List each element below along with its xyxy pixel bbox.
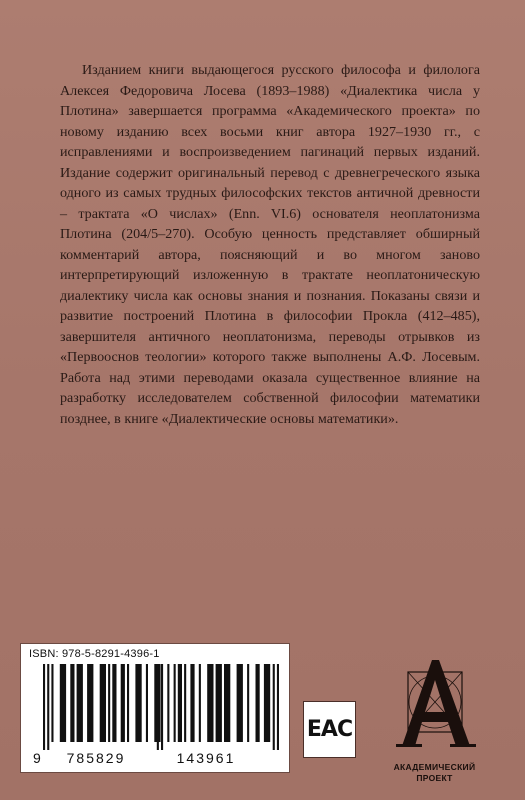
annotation-paragraph: Изданием книги выдающегося русского философа и филолога Алексея Федоровича Лосева (1893–1988) «Диалектика числа у Плотина» завершается программа «Академического проекта» по новому изданию всех восьми книг автора 1927–1930 гг., с исправлениями и воспроизведением пагинаций первых изданий. Издание содержит оригинальный перевод с древнегреческого языка одного из самых трудных философских текстов античной древности – трактата «О числах» (Enn. VI.6) основателя неоплатонизма Плотина (204/5–270). Особую ценность представляет обширный комментарий автора, поясняющий и во многом заново интерпретирующий изложенную в трактате неоплатоническую диалектику числа как основы знания и познания. Показаны связи и развитие построений Плотина в философии Прокла (412–485), завершителя античного неоплатонизма, переводы отрывков из «Первооснов теологии» которого также выполнены А.Ф. Лосевым. Работа над этими переводами оказала существенное влияние на разработку исследователем собственной философии математики позднее, в книге «Диалектические основы математики». — [60, 62, 480, 427]
barcode-bar — [100, 664, 106, 742]
barcode-bar — [237, 664, 243, 742]
barcode-bar — [264, 664, 270, 742]
barcode-bar — [207, 664, 213, 742]
barcode-bar — [77, 664, 83, 742]
barcode-image — [21, 662, 289, 770]
barcode-bar — [216, 664, 222, 742]
isbn-label: ISBN: 978-5-8291-4396-1 — [29, 648, 160, 660]
barcode-digits-left: 785829 — [66, 750, 126, 766]
barcode-digit-first: 9 — [33, 750, 41, 766]
barcode-bar — [157, 664, 159, 750]
annotation-text-block — [60, 60, 480, 429]
barcode-bar — [184, 664, 186, 742]
isbn-barcode — [20, 643, 290, 773]
barcode-bar — [273, 664, 275, 750]
eac-certification-mark — [303, 701, 356, 758]
barcode-bar — [47, 664, 49, 750]
barcode-bar — [112, 664, 116, 742]
barcode-bar — [178, 664, 182, 742]
barcode-bar — [247, 664, 249, 742]
barcode-bar — [161, 664, 163, 750]
publisher-logo — [372, 654, 497, 784]
barcode-bar — [199, 664, 201, 742]
barcode-bar — [256, 664, 260, 742]
eac-mark-text: EAC — [306, 717, 353, 742]
publisher-name-line1: АКАДЕМИЧЕСКИЙ — [393, 762, 476, 772]
publisher-emblem-icon — [372, 654, 497, 759]
barcode-bar — [127, 664, 129, 742]
barcode-bars — [43, 664, 279, 750]
barcode-bar — [167, 664, 169, 742]
barcode-bar — [87, 664, 93, 742]
barcode-bar — [51, 664, 53, 742]
barcode-bar — [135, 664, 141, 742]
barcode-bar — [277, 664, 279, 750]
barcode-digits-right: 143961 — [176, 750, 236, 766]
barcode-bar — [190, 664, 194, 742]
barcode-bar — [108, 664, 110, 742]
barcode-bar — [224, 664, 230, 742]
publisher-name-line2: ПРОЕКТ — [416, 773, 453, 783]
barcode-bar — [174, 664, 176, 742]
barcode-bar — [43, 664, 45, 750]
barcode-bar — [70, 664, 74, 742]
barcode-bar — [121, 664, 125, 742]
barcode-bar — [60, 664, 66, 742]
barcode-bar — [146, 664, 148, 742]
